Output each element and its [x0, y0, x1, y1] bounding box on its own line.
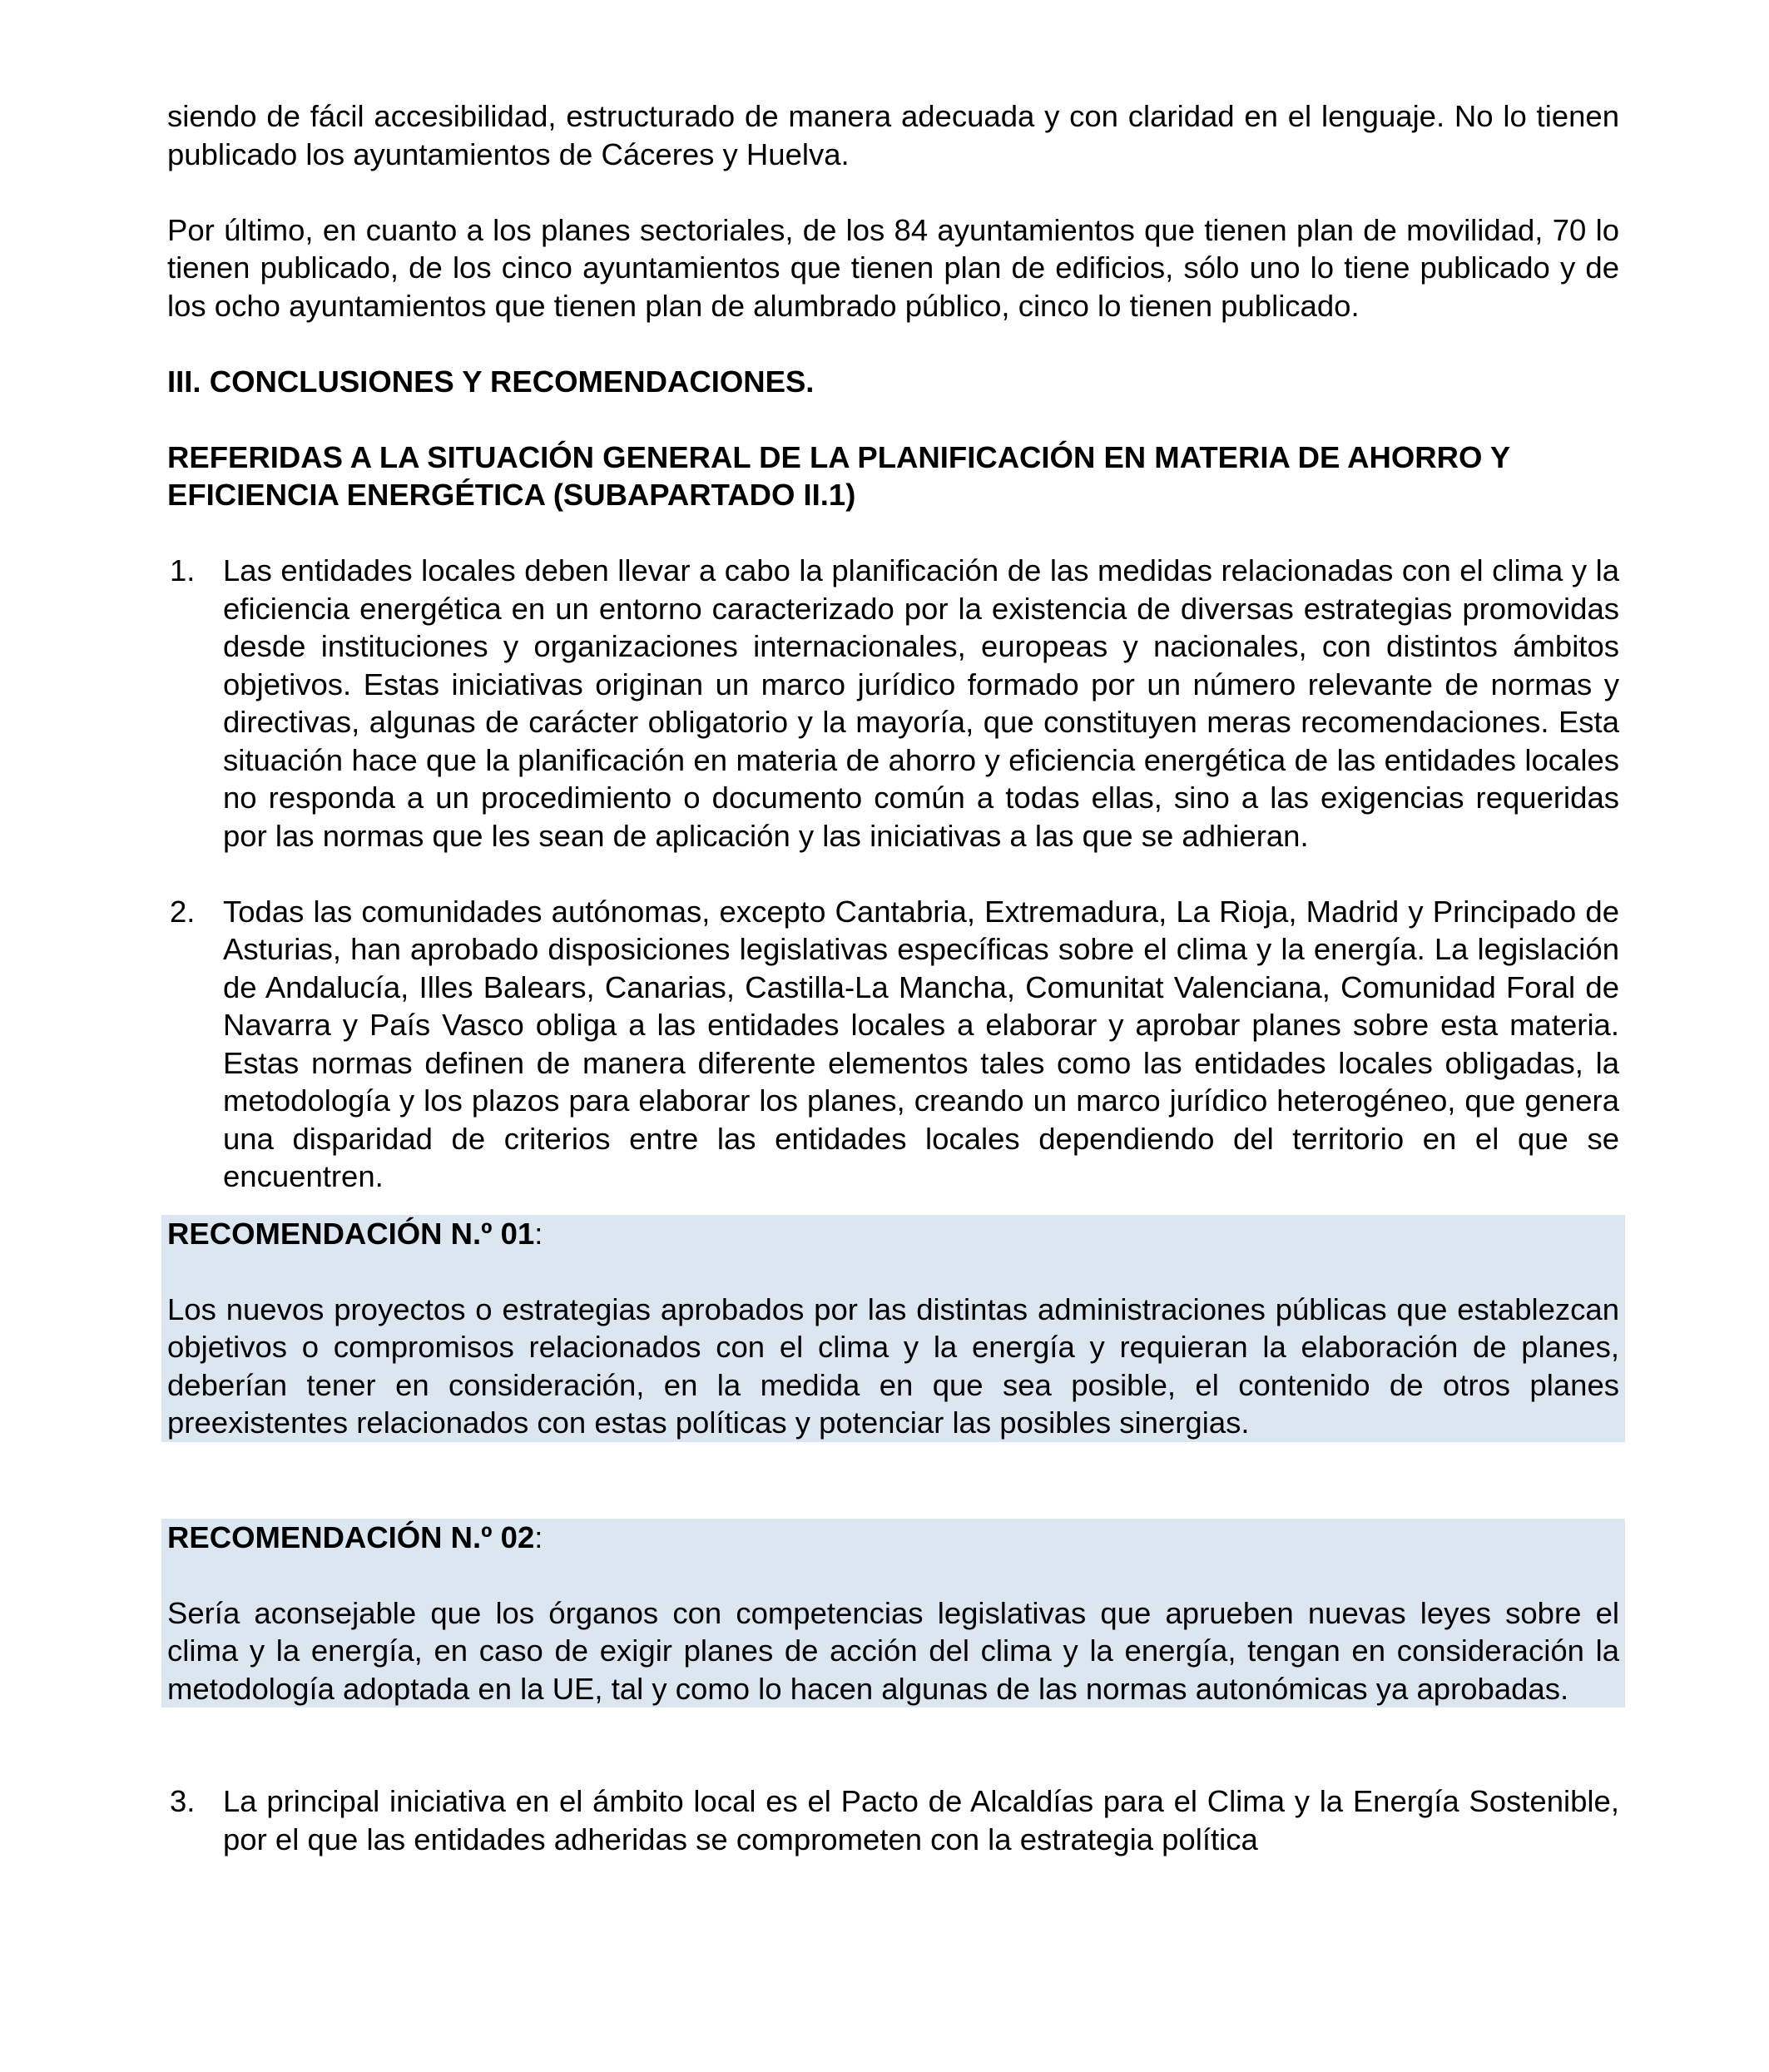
- recommendation-title: RECOMENDACIÓN N.º 01: [167, 1216, 535, 1251]
- recommendation-text: Sería aconsejable que los órganos con competencias legislativas que aprueben nuevas leyes sobre el clima y la energía, en caso de exigir planes de acción del clima y la energía, tengan en consideración la metodología adoptada en la UE, tal y como lo hacen algunas de las normas autonómicas ya aprobadas.: [167, 1595, 1619, 1706]
- conclusions-list: [167, 552, 1619, 1196]
- section-heading: III. CONCLUSIONES Y RECOMENDACIONES.: [167, 364, 815, 399]
- list-item-number: 2.: [170, 894, 196, 929]
- recommendation-colon: :: [534, 1216, 543, 1251]
- list-item-text: Todas las comunidades autónomas, excepto Cantabria, Extremadura, La Rioja, Madrid y Principado de Asturias, han aprobado disposiciones legislativas específicas sobre el clima y la energía. La legislación de Andalucía, Illes Balears, Canarias, Castilla-La Mancha, Comunitat Valenciana, Comunidad Foral de Navarra y País Vasco obliga a las entidades locales a elaborar y aprobar planes sobre esta materia. Estas normas definen de manera diferente elementos tales como las entidades locales obligadas, la metodología y los plazos para elaborar los planes, creando un marco jurídico heterogéneo, que genera una disparidad de criterios entre las entidades locales dependiendo del territorio en el que se encuentren.: [223, 894, 1619, 1193]
- intro-paragraph-2: Por último, en cuanto a los planes sectoriales, de los 84 ayuntamientos que tienen plan de movilidad, 70 lo tienen publicado, de los cinco ayuntamientos que tienen plan de edificios, sólo uno lo tiene publicado y de los ocho ayuntamientos que tienen plan de alumbrado público, cinco lo tienen publicado.: [167, 212, 1619, 323]
- list-item: [167, 893, 1619, 1196]
- recommendation-colon: :: [534, 1519, 543, 1554]
- list-item-number: 1.: [170, 553, 196, 587]
- intro-paragraph-1: siendo de fácil accesibilidad, estructurado de manera adecuada y con claridad en el lenguaje. No lo tienen publicado los ayuntamientos de Cáceres y Huelva.: [167, 99, 1619, 171]
- section-subheading: REFERIDAS A LA SITUACIÓN GENERAL DE LA PLANIFICACIÓN EN MATERIA DE AHORRO Y EFICIENCIA ENERGÉTICA (SUBAPARTADO II.1): [167, 439, 1510, 512]
- list-item: [167, 552, 1619, 855]
- document-page: [167, 97, 1619, 1858]
- list-item-text: Las entidades locales deben llevar a cabo la planificación de las medidas relacionadas con el clima y la eficiencia energética en un entorno caracterizado por la existencia de diversas estrategias promovidas desde instituciones y organizaciones internacionales, europeas y nacionales, con distintos ámbitos objetivos. Estas iniciativas originan un marco jurídico formado por un número relevante de normas y directivas, algunas de carácter obligatorio y la mayoría, que constituyen meras recomendaciones. Esta situación hace que la planificación en materia de ahorro y eficiencia energética de las entidades locales no responda a un procedimiento o documento común a todas ellas, sino a las exigencias requeridas por las normas que les sean de aplicación y las iniciativas a las que se adhieran.: [223, 553, 1619, 853]
- recommendation-text: Los nuevos proyectos o estrategias aprobados por las distintas administraciones públicas que establezcan objetivos o compromisos relacionados con el clima y la energía y requieran la elaboración de planes, deberían tener en consideración, en la medida en que sea posible, el contenido de otros planes preexistentes relacionados con estas políticas y potenciar las posibles sinergias.: [167, 1291, 1619, 1440]
- recommendation-box: [161, 1519, 1625, 1708]
- recommendation-heading: [167, 1519, 1619, 1557]
- recommendation-title: RECOMENDACIÓN N.º 02: [167, 1519, 535, 1554]
- recommendation-heading: [167, 1215, 1619, 1253]
- recommendation-box: [161, 1215, 1625, 1442]
- list-item: [167, 1782, 1619, 1858]
- conclusions-list-continued: [167, 1782, 1619, 1858]
- list-item-text: La principal iniciativa en el ámbito local es el Pacto de Alcaldías para el Clima y la Energía Sostenible, por el que las entidades adheridas se comprometen con la estrategia política: [223, 1784, 1619, 1856]
- list-item-number: 3.: [170, 1784, 196, 1818]
